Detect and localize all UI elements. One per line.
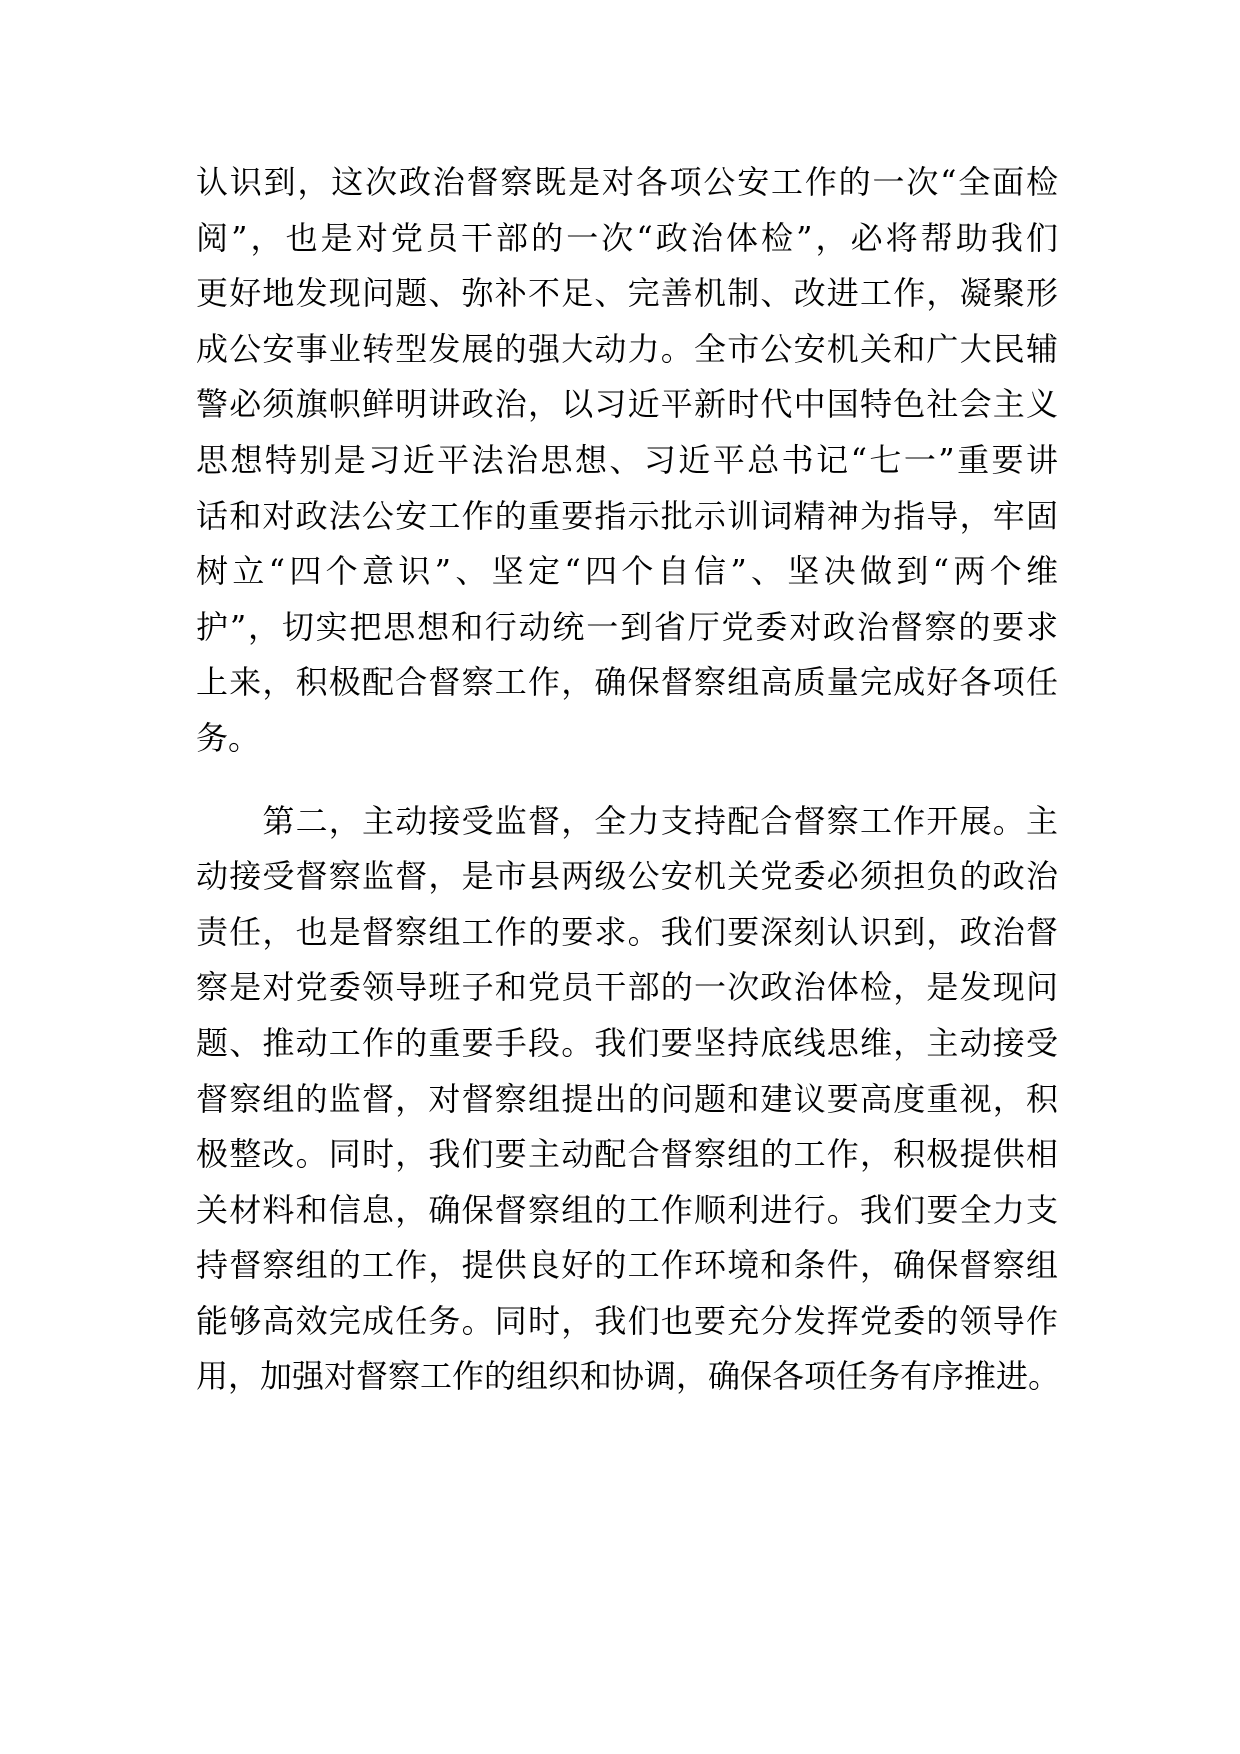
paragraph-2	[196, 794, 1061, 1406]
text-line: 督察组的监督，对督察组提出的问题和建议要高度重视，积	[196, 1079, 1058, 1118]
text-line: 阅”，也是对党员干部的一次“政治体检”，必将帮助我们	[196, 218, 1058, 257]
text-line: 第二，主动接受监督，全力支持配合督察工作开展。主	[196, 801, 1058, 840]
text-line: 能够高效完成任务。同时，我们也要充分发挥党委的领导作	[196, 1301, 1058, 1340]
text-line: 用，加强对督察工作的组织和协调，确保各项任务有序推进。	[196, 1357, 1061, 1396]
text-line: 认识到，这次政治督察既是对各项公安工作的一次“全面检	[196, 163, 1058, 201]
text-line: 护”，切实把思想和行动统一到省厅党委对政治督察的要求	[196, 607, 1058, 646]
text-line: 成公安事业转型发展的强大动力。全市公安机关和广大民辅	[196, 329, 1058, 368]
text-line: 责任，也是督察组工作的要求。我们要深刻认识到，政治督	[196, 912, 1058, 951]
text-line: 思想特别是习近平法治思想、习近平总书记“七一”重要讲	[196, 440, 1058, 479]
text-line: 持督察组的工作，提供良好的工作环境和条件，确保督察组	[196, 1246, 1058, 1285]
text-line: 务。	[196, 718, 261, 757]
text-line: 树立“四个意识”、坚定“四个自信”、坚决做到“两个维	[196, 552, 1058, 591]
body-text	[196, 155, 1061, 1405]
text-line: 更好地发现问题、弥补不足、完善机制、改进工作，凝聚形	[196, 274, 1058, 313]
text-line: 关材料和信息，确保督察组的工作顺利进行。我们要全力支	[196, 1190, 1058, 1229]
paragraph-spacer	[196, 767, 1058, 794]
text-line: 极整改。同时，我们要主动配合督察组的工作，积极提供相	[196, 1135, 1058, 1174]
text-line: 上来，积极配合督察工作，确保督察组高质量完成好各项任	[196, 663, 1058, 702]
text-line: 警必须旗帜鲜明讲政治，以习近平新时代中国特色社会主义	[196, 385, 1058, 424]
text-line: 题、推动工作的重要手段。我们要坚持底线思维，主动接受	[196, 1023, 1058, 1062]
text-line: 察是对党委领导班子和党员干部的一次政治体检，是发现问	[196, 968, 1058, 1007]
text-line: 话和对政法公安工作的重要指示批示训词精神为指导，牢固	[196, 496, 1058, 535]
paragraph-1	[196, 155, 1058, 767]
text-line: 动接受督察监督，是市县两级公安机关党委必须担负的政治	[196, 857, 1058, 896]
